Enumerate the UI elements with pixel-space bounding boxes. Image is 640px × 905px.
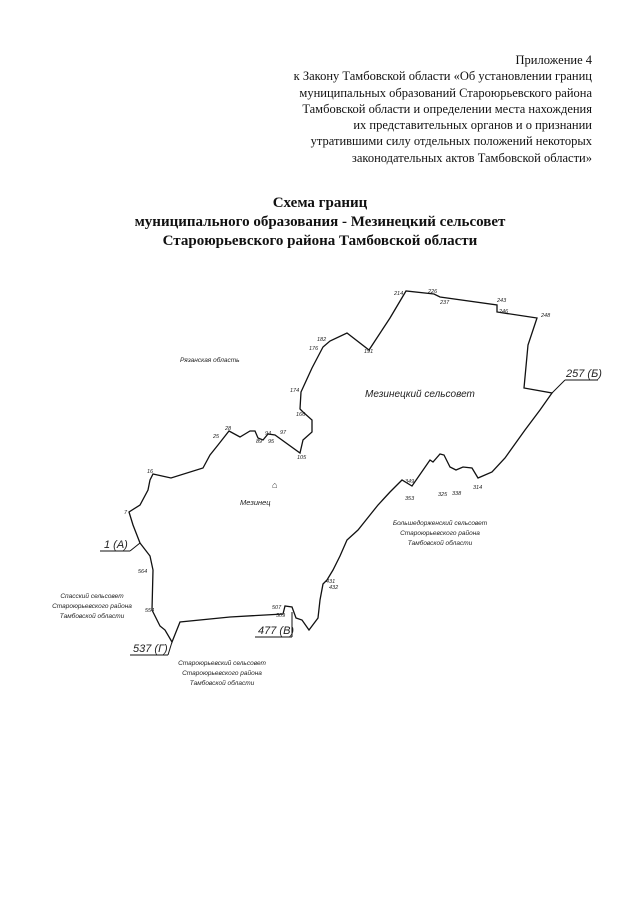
point-label: 7	[124, 510, 128, 516]
point-label: 314	[473, 485, 483, 491]
key-point-v-label: 477 (В)	[258, 625, 295, 637]
key-point-b	[552, 368, 602, 393]
point-label: 243	[497, 298, 507, 304]
point-label: 432	[329, 585, 339, 591]
point-label: 509	[276, 613, 286, 619]
point-label: 248	[541, 313, 551, 319]
municipality-label: Мезинецкий сельсовет	[365, 389, 475, 400]
appendix-line: к Закону Тамбовской области «Об установлении границ	[293, 69, 592, 84]
title-line-1: Схема границ	[272, 195, 368, 211]
point-label: 28	[225, 426, 232, 432]
appendix-line: муниципальных образований Староюрьевского района	[299, 85, 592, 100]
point-label: 166	[296, 412, 306, 418]
point-label: 431	[326, 579, 336, 585]
key-point-b-label: 257 (Б)	[566, 368, 602, 380]
point-label: 349	[405, 479, 415, 485]
point-label: 182	[317, 337, 327, 343]
appendix-line: их представительных органов и о признании	[353, 118, 592, 133]
point-label: 89	[256, 439, 263, 445]
point-label: 338	[452, 491, 462, 497]
neighbor-east-line: Большедорженский сельсовет	[392, 520, 488, 527]
neighbor-west	[52, 592, 132, 620]
point-label: 214	[394, 291, 404, 297]
neighbor-south-line: Староюрьевского района	[182, 670, 262, 677]
neighbor-south-line: Староюрьевский сельсовет	[178, 660, 266, 667]
appendix-line: законодательных актов Тамбовской области»	[351, 150, 592, 165]
point-label: 95	[268, 439, 275, 445]
key-point-g-label: 537 (Г)	[133, 643, 168, 655]
neighbor-south	[178, 659, 266, 687]
point-label: 554	[145, 608, 155, 614]
title-line-2: муниципального образования - Мезинецкий сельсовет	[134, 214, 506, 230]
point-label: 174	[290, 388, 300, 394]
neighbor-west-line: Староюрьевского района	[52, 603, 132, 610]
point-label: 226	[428, 289, 438, 295]
neighbor-west-line: Спасский сельсовет	[60, 593, 124, 600]
point-label: 16	[147, 469, 154, 475]
point-label: 176	[309, 346, 319, 352]
point-label: 507	[272, 605, 282, 611]
point-label: 237	[440, 300, 450, 306]
neighbor-east-line: Тамбовской области	[407, 540, 473, 547]
point-labels	[124, 289, 551, 619]
key-point-g	[130, 642, 172, 655]
appendix-line: утратившими силу отдельных положений некоторых	[310, 134, 592, 149]
village-label: Мезинец	[240, 498, 271, 507]
neighbor-east-line: Староюрьевского района	[400, 530, 480, 537]
point-label: 246	[499, 309, 509, 315]
point-label: 97	[280, 430, 287, 436]
point-label: 25	[213, 434, 220, 440]
point-label: 564	[138, 569, 148, 575]
appendix-line: Тамбовской области и определении места нахождения	[302, 101, 592, 116]
neighbor-west-line: Тамбовской области	[59, 613, 125, 620]
point-label: 94	[265, 431, 272, 437]
neighbor-south-line: Тамбовской области	[189, 680, 255, 687]
neighbor-east	[393, 519, 488, 547]
boundary-line	[129, 291, 552, 642]
point-label: 105	[297, 455, 307, 461]
region-ryazan-label: Рязанская область	[180, 357, 240, 364]
title-line-3: Староюрьевского района Тамбовской области	[162, 233, 478, 249]
point-label: 325	[438, 492, 448, 498]
key-point-a-label: 1 (А)	[104, 539, 128, 551]
village-icon: ⌂	[272, 480, 278, 490]
key-point-a	[100, 539, 140, 551]
point-label: 191	[364, 349, 374, 355]
point-label: 353	[405, 496, 415, 502]
appendix-heading: Приложение 4	[515, 53, 592, 67]
